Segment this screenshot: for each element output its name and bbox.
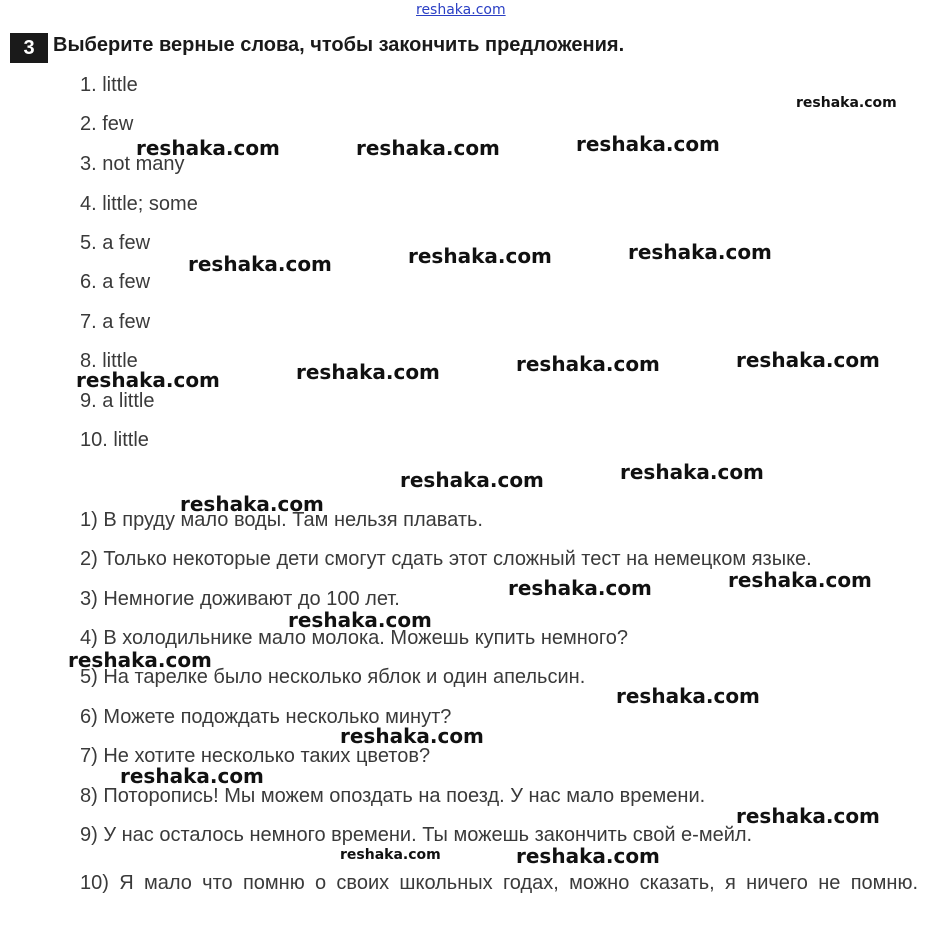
answer-item: 2. few xyxy=(80,113,134,135)
sentence-item: 10) Я мало что помню о своих школьных годах, можно сказать, я ничего не помню. xyxy=(80,872,918,894)
task-number-badge: 3 xyxy=(10,33,48,63)
watermark: reshaka.com xyxy=(516,352,660,376)
watermark: reshaka.com xyxy=(68,648,212,672)
watermark: reshaka.com xyxy=(340,847,441,863)
watermark: reshaka.com xyxy=(180,492,324,516)
watermark: reshaka.com xyxy=(736,348,880,372)
watermark: reshaka.com xyxy=(516,844,660,868)
watermark: reshaka.com xyxy=(340,724,484,748)
header-site-link[interactable]: reshaka.com xyxy=(416,2,506,18)
answer-item: 4. little; some xyxy=(80,193,198,215)
watermark: reshaka.com xyxy=(288,608,432,632)
answer-item: 9. a little xyxy=(80,390,155,412)
watermark: reshaka.com xyxy=(620,460,764,484)
sentence-item: 5) На тарелке было несколько яблок и один апельсин. xyxy=(80,666,586,688)
sentence-item: 2) Только некоторые дети смогут сдать этот сложный тест на немецком языке. xyxy=(80,548,812,570)
answer-item: 6. a few xyxy=(80,271,151,293)
sentence-item: 3) Немногие доживают до 100 лет. xyxy=(80,588,400,610)
watermark: reshaka.com xyxy=(136,136,280,160)
watermark: reshaka.com xyxy=(356,136,500,160)
sentence-item: 6) Можете подождать несколько минут? xyxy=(80,706,452,728)
watermark: reshaka.com xyxy=(616,684,760,708)
answer-item: 5. a few xyxy=(80,232,151,254)
watermark: reshaka.com xyxy=(508,576,652,600)
sentence-item: 9) У нас осталось немного времени. Ты можешь закончить свой е-мейл. xyxy=(80,824,753,846)
sentence-item: 1) В пруду мало воды. Там нельзя плавать. xyxy=(80,509,483,531)
answer-item: 1. little xyxy=(80,74,138,96)
watermark: reshaka.com xyxy=(408,244,552,268)
answer-item: 7. a few xyxy=(80,311,151,333)
sentence-item: 4) В холодильнике мало молока. Можешь купить немного? xyxy=(80,627,629,649)
watermark: reshaka.com xyxy=(400,468,544,492)
answer-item: 10. little xyxy=(80,429,149,451)
watermark: reshaka.com xyxy=(628,240,772,264)
watermark: reshaka.com xyxy=(796,95,897,111)
watermark: reshaka.com xyxy=(736,804,880,828)
sentence-item: 7) Не хотите несколько таких цветов? xyxy=(80,745,431,767)
watermark: reshaka.com xyxy=(576,132,720,156)
watermark: reshaka.com xyxy=(728,568,872,592)
sentence-item: 8) Поторопись! Мы можем опоздать на поезд. У нас мало времени. xyxy=(80,785,706,807)
task-title: Выберите верные слова, чтобы закончить предложения. xyxy=(53,34,625,56)
watermark: reshaka.com xyxy=(76,368,220,392)
watermark: reshaka.com xyxy=(188,252,332,276)
watermark: reshaka.com xyxy=(296,360,440,384)
answer-item: 8. little xyxy=(80,350,138,372)
answer-item: 3. not many xyxy=(80,153,185,175)
watermark: reshaka.com xyxy=(120,764,264,788)
